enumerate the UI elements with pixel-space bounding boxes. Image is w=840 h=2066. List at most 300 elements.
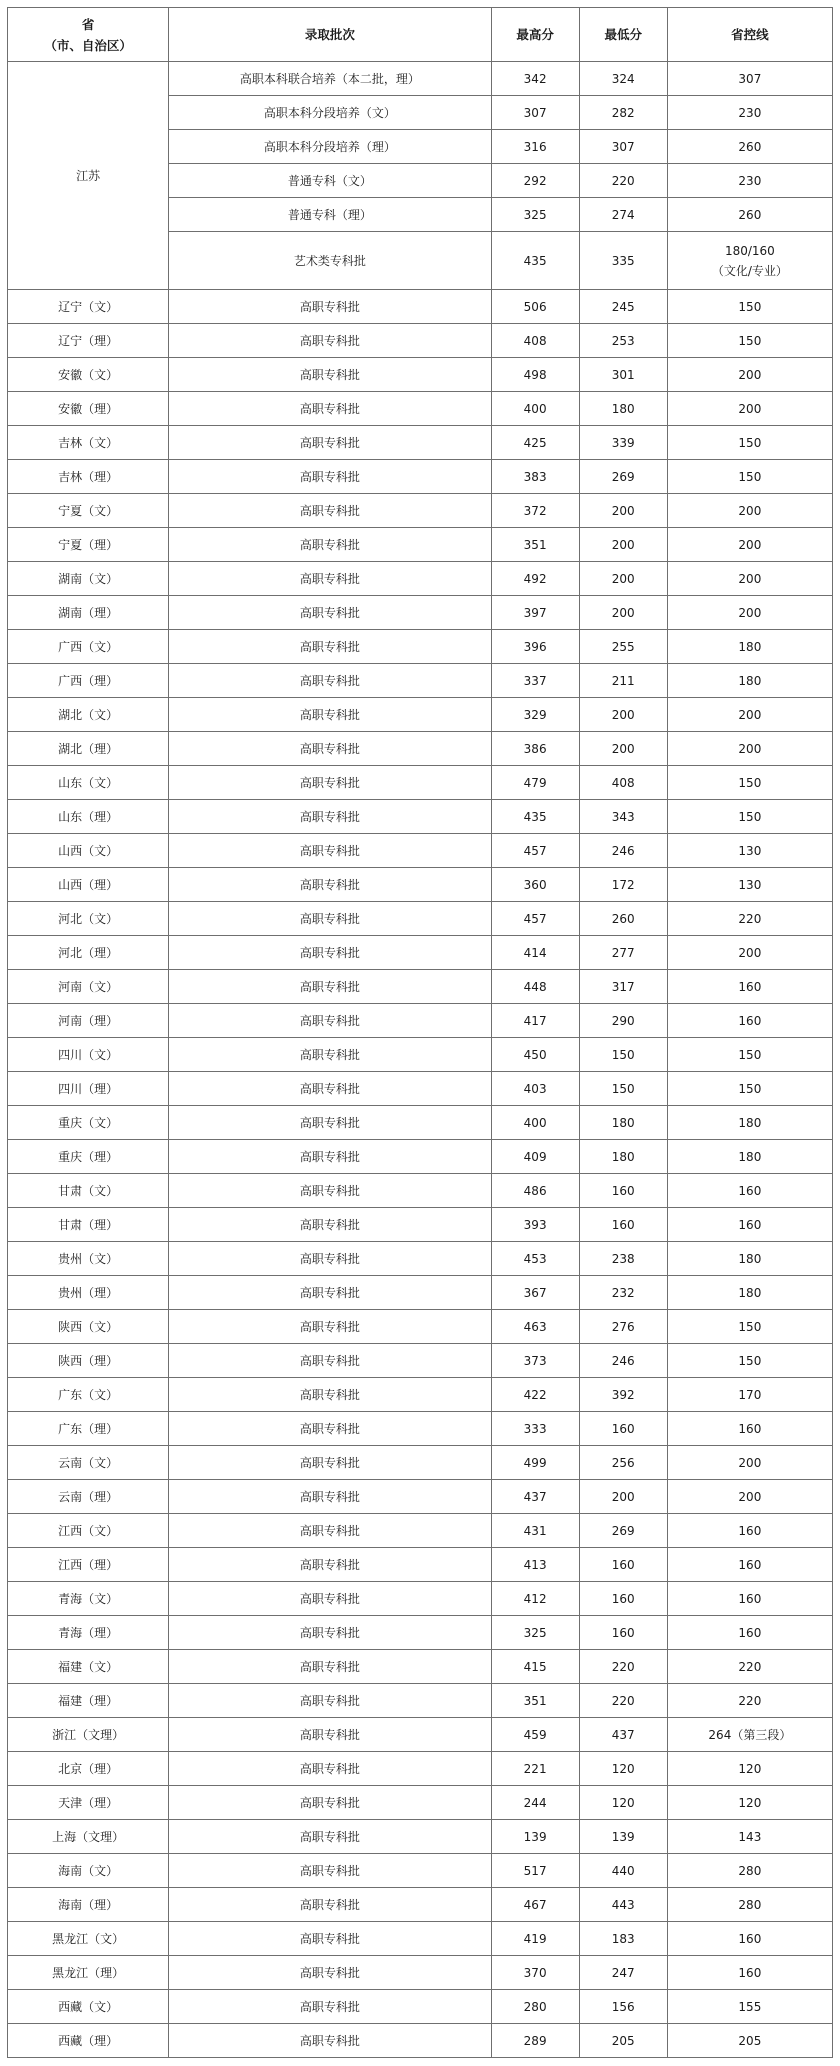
table-row — [8, 62, 833, 96]
max-score-cell: 337 — [491, 664, 579, 698]
min-score-cell: 269 — [579, 1514, 667, 1548]
control-line-cell: 130 — [667, 868, 832, 902]
max-score-cell: 400 — [491, 392, 579, 426]
province-cell: 福建（文） — [8, 1650, 169, 1684]
control-line-cell: 200 — [667, 596, 832, 630]
province-cell: 河南（文） — [8, 970, 169, 1004]
control-line-cell: 155 — [667, 1990, 832, 2024]
table-row — [8, 1922, 833, 1956]
batch-cell: 高职专科批 — [169, 1854, 491, 1888]
batch-cell: 高职专科批 — [169, 1412, 491, 1446]
min-score-cell: 276 — [579, 1310, 667, 1344]
table-row — [8, 766, 833, 800]
batch-cell: 高职专科批 — [169, 1208, 491, 1242]
table-row — [8, 290, 833, 324]
max-score-cell: 386 — [491, 732, 579, 766]
min-score-cell: 290 — [579, 1004, 667, 1038]
province-cell-jiangsu: 江苏 — [8, 62, 169, 290]
max-score-cell: 457 — [491, 834, 579, 868]
table-row — [8, 1208, 833, 1242]
control-line-cell: 160 — [667, 970, 832, 1004]
max-score-cell: 453 — [491, 1242, 579, 1276]
min-score-cell: 205 — [579, 2024, 667, 2058]
province-cell: 山西（理） — [8, 868, 169, 902]
batch-cell: 普通专科（理） — [169, 198, 491, 232]
control-line-cell: 200 — [667, 1446, 832, 1480]
control-line-cell: 307 — [667, 62, 832, 96]
control-line-cell: 180 — [667, 630, 832, 664]
max-score-cell: 325 — [491, 198, 579, 232]
table-row — [8, 800, 833, 834]
batch-cell: 高职专科批 — [169, 834, 491, 868]
table-row — [8, 630, 833, 664]
max-score-cell: 292 — [491, 164, 579, 198]
control-line-cell: 200 — [667, 732, 832, 766]
admission-score-table — [7, 7, 833, 2058]
max-score-cell: 373 — [491, 1344, 579, 1378]
table-row — [8, 1956, 833, 1990]
min-score-cell: 160 — [579, 1174, 667, 1208]
batch-cell: 高职专科批 — [169, 2024, 491, 2058]
province-cell: 上海（文理） — [8, 1820, 169, 1854]
batch-cell: 高职专科批 — [169, 800, 491, 834]
min-score-cell: 232 — [579, 1276, 667, 1310]
min-score-cell: 260 — [579, 902, 667, 936]
max-score-cell: 517 — [491, 1854, 579, 1888]
max-score-cell: 370 — [491, 1956, 579, 1990]
min-score-cell: 274 — [579, 198, 667, 232]
table-row — [8, 494, 833, 528]
province-cell: 湖北（文） — [8, 698, 169, 732]
batch-cell: 高职专科批 — [169, 1106, 491, 1140]
max-score-cell: 435 — [491, 232, 579, 290]
batch-cell: 高职专科批 — [169, 494, 491, 528]
min-score-cell: 335 — [579, 232, 667, 290]
control-line-cell: 160 — [667, 1616, 832, 1650]
max-score-cell: 139 — [491, 1820, 579, 1854]
batch-cell: 高职本科分段培养（理） — [169, 130, 491, 164]
max-score-cell: 329 — [491, 698, 579, 732]
max-score-cell: 316 — [491, 130, 579, 164]
batch-cell: 高职专科批 — [169, 936, 491, 970]
batch-cell: 高职专科批 — [169, 290, 491, 324]
control-line-cell: 200 — [667, 528, 832, 562]
max-score-cell: 506 — [491, 290, 579, 324]
batch-cell: 普通专科（文） — [169, 164, 491, 198]
min-score-cell: 200 — [579, 698, 667, 732]
batch-cell: 高职专科批 — [169, 1310, 491, 1344]
header-min-score: 最低分 — [579, 8, 667, 62]
control-line-cell: 230 — [667, 96, 832, 130]
control-line-cell: 220 — [667, 902, 832, 936]
province-cell: 河北（理） — [8, 936, 169, 970]
min-score-cell: 440 — [579, 1854, 667, 1888]
max-score-cell: 450 — [491, 1038, 579, 1072]
min-score-cell: 150 — [579, 1072, 667, 1106]
table-row — [8, 1446, 833, 1480]
batch-cell: 高职专科批 — [169, 630, 491, 664]
province-cell: 安徽（理） — [8, 392, 169, 426]
control-line-cell: 180 — [667, 1140, 832, 1174]
province-cell: 辽宁（文） — [8, 290, 169, 324]
table-row — [8, 664, 833, 698]
control-line-cell: 150 — [667, 1038, 832, 1072]
header-control-line: 省控线 — [667, 8, 832, 62]
max-score-cell: 351 — [491, 1684, 579, 1718]
min-score-cell: 437 — [579, 1718, 667, 1752]
control-line-cell: 280 — [667, 1854, 832, 1888]
batch-cell: 高职专科批 — [169, 460, 491, 494]
max-score-cell: 479 — [491, 766, 579, 800]
control-line-cell: 200 — [667, 936, 832, 970]
control-line-cell: 160 — [667, 1174, 832, 1208]
province-cell: 海南（文） — [8, 1854, 169, 1888]
max-score-cell: 467 — [491, 1888, 579, 1922]
table-row — [8, 1514, 833, 1548]
batch-cell: 高职专科批 — [169, 1820, 491, 1854]
province-cell: 西藏（文） — [8, 1990, 169, 2024]
province-cell: 辽宁（理） — [8, 324, 169, 358]
max-score-cell: 280 — [491, 1990, 579, 2024]
min-score-cell: 200 — [579, 732, 667, 766]
province-cell: 安徽（文） — [8, 358, 169, 392]
control-line-cell: 160 — [667, 1412, 832, 1446]
min-score-cell: 255 — [579, 630, 667, 664]
province-cell: 四川（理） — [8, 1072, 169, 1106]
batch-cell: 高职专科批 — [169, 1548, 491, 1582]
table-row — [8, 324, 833, 358]
min-score-cell: 160 — [579, 1208, 667, 1242]
table-row — [8, 1480, 833, 1514]
max-score-cell: 459 — [491, 1718, 579, 1752]
province-cell: 山西（文） — [8, 834, 169, 868]
min-score-cell: 200 — [579, 1480, 667, 1514]
table-header — [8, 8, 833, 62]
min-score-cell: 238 — [579, 1242, 667, 1276]
control-line-cell: 220 — [667, 1684, 832, 1718]
batch-cell: 高职专科批 — [169, 324, 491, 358]
min-score-cell: 343 — [579, 800, 667, 834]
min-score-cell: 245 — [579, 290, 667, 324]
province-cell: 陕西（理） — [8, 1344, 169, 1378]
min-score-cell: 392 — [579, 1378, 667, 1412]
province-cell: 湖南（理） — [8, 596, 169, 630]
min-score-cell: 200 — [579, 562, 667, 596]
batch-cell: 高职专科批 — [169, 1888, 491, 1922]
control-line-cell: 200 — [667, 358, 832, 392]
max-score-cell: 367 — [491, 1276, 579, 1310]
min-score-cell: 246 — [579, 1344, 667, 1378]
batch-cell: 高职专科批 — [169, 868, 491, 902]
control-line-cell: 260 — [667, 130, 832, 164]
max-score-cell: 396 — [491, 630, 579, 664]
control-line-cell: 150 — [667, 426, 832, 460]
batch-cell: 高职专科批 — [169, 1718, 491, 1752]
province-cell: 江西（文） — [8, 1514, 169, 1548]
min-score-cell: 220 — [579, 1684, 667, 1718]
control-line-cell: 150 — [667, 324, 832, 358]
max-score-cell: 435 — [491, 800, 579, 834]
control-line-cell: 264（第三段） — [667, 1718, 832, 1752]
province-cell: 江西（理） — [8, 1548, 169, 1582]
table-row — [8, 1854, 833, 1888]
batch-cell: 高职专科批 — [169, 1922, 491, 1956]
province-cell: 山东（文） — [8, 766, 169, 800]
province-cell: 宁夏（文） — [8, 494, 169, 528]
control-line-cell: 260 — [667, 198, 832, 232]
max-score-cell: 360 — [491, 868, 579, 902]
max-score-cell: 244 — [491, 1786, 579, 1820]
min-score-cell: 246 — [579, 834, 667, 868]
batch-cell: 高职专科批 — [169, 1174, 491, 1208]
table-row — [8, 1072, 833, 1106]
control-line-cell: 150 — [667, 800, 832, 834]
table-row — [8, 1582, 833, 1616]
min-score-cell: 160 — [579, 1412, 667, 1446]
batch-cell: 高职专科批 — [169, 970, 491, 1004]
min-score-cell: 256 — [579, 1446, 667, 1480]
min-score-cell: 150 — [579, 1038, 667, 1072]
batch-cell: 艺术类专科批 — [169, 232, 491, 290]
province-cell: 浙江（文理） — [8, 1718, 169, 1752]
max-score-cell: 492 — [491, 562, 579, 596]
min-score-cell: 339 — [579, 426, 667, 460]
min-score-cell: 307 — [579, 130, 667, 164]
province-cell: 黑龙江（理） — [8, 1956, 169, 1990]
table-row — [8, 1344, 833, 1378]
control-line-cell: 180 — [667, 1276, 832, 1310]
control-line-cell: 143 — [667, 1820, 832, 1854]
province-cell: 云南（理） — [8, 1480, 169, 1514]
province-cell: 陕西（文） — [8, 1310, 169, 1344]
batch-cell: 高职专科批 — [169, 1072, 491, 1106]
min-score-cell: 180 — [579, 392, 667, 426]
min-score-cell: 200 — [579, 528, 667, 562]
table-row — [8, 1310, 833, 1344]
min-score-cell: 317 — [579, 970, 667, 1004]
table-row — [8, 1990, 833, 2024]
table-row — [8, 1752, 833, 1786]
province-cell: 广西（理） — [8, 664, 169, 698]
control-line-cell: 200 — [667, 494, 832, 528]
table-body — [8, 62, 833, 2058]
table-row — [8, 834, 833, 868]
min-score-cell: 282 — [579, 96, 667, 130]
batch-cell: 高职专科批 — [169, 1752, 491, 1786]
batch-cell: 高职专科批 — [169, 1650, 491, 1684]
table-row — [8, 358, 833, 392]
header-row — [8, 8, 833, 62]
min-score-cell: 120 — [579, 1752, 667, 1786]
max-score-cell: 486 — [491, 1174, 579, 1208]
province-cell: 吉林（理） — [8, 460, 169, 494]
province-cell: 重庆（文） — [8, 1106, 169, 1140]
control-line-cell: 150 — [667, 290, 832, 324]
max-score-cell: 403 — [491, 1072, 579, 1106]
max-score-cell: 325 — [491, 1616, 579, 1650]
table-row — [8, 1820, 833, 1854]
batch-cell: 高职专科批 — [169, 392, 491, 426]
province-cell: 宁夏（理） — [8, 528, 169, 562]
table-row — [8, 1412, 833, 1446]
batch-cell: 高职专科批 — [169, 1140, 491, 1174]
batch-cell: 高职专科批 — [169, 1582, 491, 1616]
max-score-cell: 372 — [491, 494, 579, 528]
control-line-cell: 280 — [667, 1888, 832, 1922]
min-score-cell: 220 — [579, 1650, 667, 1684]
control-line-cell: 200 — [667, 392, 832, 426]
max-score-cell: 437 — [491, 1480, 579, 1514]
table-row — [8, 1106, 833, 1140]
table-row — [8, 970, 833, 1004]
batch-cell: 高职专科批 — [169, 426, 491, 460]
max-score-cell: 498 — [491, 358, 579, 392]
province-cell: 北京（理） — [8, 1752, 169, 1786]
control-line-cell: 170 — [667, 1378, 832, 1412]
table-row — [8, 1140, 833, 1174]
table-row — [8, 1786, 833, 1820]
control-line-cell: 160 — [667, 1582, 832, 1616]
table-row — [8, 1174, 833, 1208]
batch-cell: 高职专科批 — [169, 1344, 491, 1378]
max-score-cell: 414 — [491, 936, 579, 970]
header-batch: 录取批次 — [169, 8, 491, 62]
min-score-cell: 160 — [579, 1582, 667, 1616]
min-score-cell: 139 — [579, 1820, 667, 1854]
min-score-cell: 277 — [579, 936, 667, 970]
table-row — [8, 596, 833, 630]
control-line-cell: 180 — [667, 1242, 832, 1276]
table-row — [8, 1004, 833, 1038]
batch-cell: 高职专科批 — [169, 1446, 491, 1480]
min-score-cell: 180 — [579, 1106, 667, 1140]
min-score-cell: 247 — [579, 1956, 667, 1990]
batch-cell: 高职专科批 — [169, 732, 491, 766]
province-cell: 西藏（理） — [8, 2024, 169, 2058]
table-row — [8, 698, 833, 732]
control-line-cell: 160 — [667, 1956, 832, 1990]
table-row — [8, 2024, 833, 2058]
control-line-cell: 230 — [667, 164, 832, 198]
control-line-cell: 150 — [667, 1344, 832, 1378]
min-score-cell: 183 — [579, 1922, 667, 1956]
min-score-cell: 253 — [579, 324, 667, 358]
min-score-cell: 160 — [579, 1548, 667, 1582]
table-row — [8, 936, 833, 970]
max-score-cell: 412 — [491, 1582, 579, 1616]
control-line-cell: 200 — [667, 1480, 832, 1514]
province-cell: 海南（理） — [8, 1888, 169, 1922]
table-row — [8, 528, 833, 562]
batch-cell: 高职专科批 — [169, 596, 491, 630]
batch-cell: 高职专科批 — [169, 358, 491, 392]
max-score-cell: 499 — [491, 1446, 579, 1480]
batch-cell: 高职专科批 — [169, 1956, 491, 1990]
control-line-cell: 150 — [667, 766, 832, 800]
max-score-cell: 333 — [491, 1412, 579, 1446]
control-line-cell: 205 — [667, 2024, 832, 2058]
batch-cell: 高职专科批 — [169, 1378, 491, 1412]
max-score-cell: 289 — [491, 2024, 579, 2058]
table-row — [8, 732, 833, 766]
province-cell: 福建（理） — [8, 1684, 169, 1718]
min-score-cell: 200 — [579, 494, 667, 528]
batch-cell: 高职专科批 — [169, 562, 491, 596]
table-row — [8, 1684, 833, 1718]
min-score-cell: 443 — [579, 1888, 667, 1922]
province-cell: 黑龙江（文） — [8, 1922, 169, 1956]
table-row — [8, 1548, 833, 1582]
max-score-cell: 351 — [491, 528, 579, 562]
max-score-cell: 448 — [491, 970, 579, 1004]
control-line-cell: 200 — [667, 698, 832, 732]
min-score-cell: 160 — [579, 1616, 667, 1650]
control-line-cell: 160 — [667, 1514, 832, 1548]
province-cell: 湖南（文） — [8, 562, 169, 596]
min-score-cell: 220 — [579, 164, 667, 198]
table-row — [8, 1616, 833, 1650]
control-line-cell: 160 — [667, 1004, 832, 1038]
table-row — [8, 1718, 833, 1752]
min-score-cell: 211 — [579, 664, 667, 698]
batch-cell: 高职专科批 — [169, 1276, 491, 1310]
province-cell: 重庆（理） — [8, 1140, 169, 1174]
batch-cell: 高职专科批 — [169, 1616, 491, 1650]
min-score-cell: 156 — [579, 1990, 667, 2024]
control-line-cell: 160 — [667, 1208, 832, 1242]
province-cell: 贵州（理） — [8, 1276, 169, 1310]
table-row — [8, 1888, 833, 1922]
max-score-cell: 431 — [491, 1514, 579, 1548]
min-score-cell: 408 — [579, 766, 667, 800]
province-cell: 河南（理） — [8, 1004, 169, 1038]
min-score-cell: 301 — [579, 358, 667, 392]
min-score-cell: 172 — [579, 868, 667, 902]
min-score-cell: 180 — [579, 1140, 667, 1174]
table-row — [8, 1038, 833, 1072]
header-province: 省 （市、自治区） — [8, 8, 169, 62]
max-score-cell: 419 — [491, 1922, 579, 1956]
max-score-cell: 463 — [491, 1310, 579, 1344]
batch-cell: 高职专科批 — [169, 766, 491, 800]
control-line-cell: 180 — [667, 1106, 832, 1140]
batch-cell: 高职专科批 — [169, 1242, 491, 1276]
control-line-cell: 130 — [667, 834, 832, 868]
header-max-score: 最高分 — [491, 8, 579, 62]
control-line-cell: 180 — [667, 664, 832, 698]
province-cell: 湖北（理） — [8, 732, 169, 766]
table-row — [8, 1650, 833, 1684]
table-row — [8, 902, 833, 936]
control-line-cell: 160 — [667, 1922, 832, 1956]
batch-cell: 高职本科联合培养（本二批，理） — [169, 62, 491, 96]
max-score-cell: 425 — [491, 426, 579, 460]
max-score-cell: 400 — [491, 1106, 579, 1140]
batch-cell: 高职专科批 — [169, 664, 491, 698]
province-cell: 天津（理） — [8, 1786, 169, 1820]
province-cell: 河北（文） — [8, 902, 169, 936]
batch-cell: 高职专科批 — [169, 1514, 491, 1548]
min-score-cell: 324 — [579, 62, 667, 96]
table-row — [8, 868, 833, 902]
batch-cell: 高职专科批 — [169, 1990, 491, 2024]
province-cell: 吉林（文） — [8, 426, 169, 460]
max-score-cell: 307 — [491, 96, 579, 130]
control-line-cell: 180/160 （文化/专业） — [667, 232, 832, 290]
batch-cell: 高职专科批 — [169, 1480, 491, 1514]
table-row — [8, 426, 833, 460]
province-cell: 四川（文） — [8, 1038, 169, 1072]
